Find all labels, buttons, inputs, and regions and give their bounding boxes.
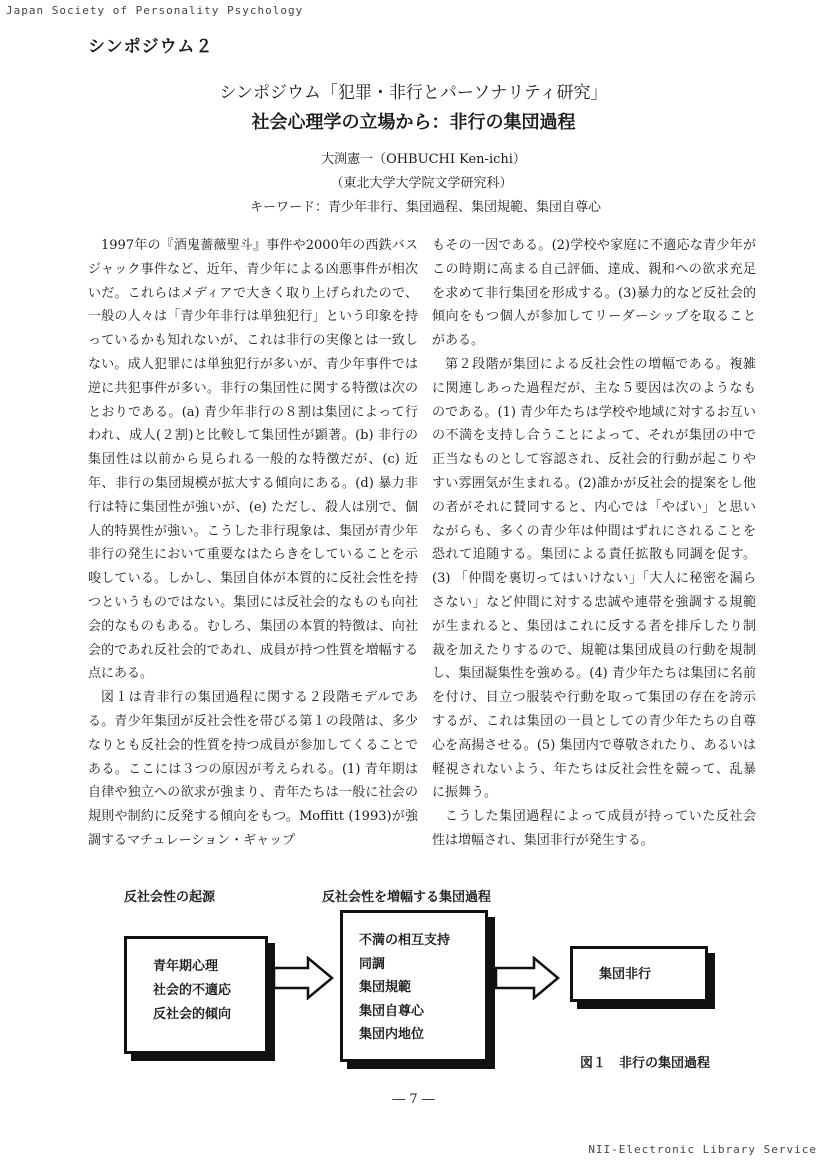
origin-item: 青年期心理 <box>153 959 219 974</box>
page-number: ― 7 ― <box>392 1092 435 1107</box>
origin-box <box>124 936 268 1054</box>
figure-1 <box>0 870 827 1100</box>
origin-item: 反社会的傾向 <box>153 1007 232 1022</box>
symposium-title: シンポジウム「犯罪・非行とパーソナリティ研究」 <box>219 83 608 103</box>
body-paragraph: 1997年の『酒鬼薔薇聖斗』事件や2000年の西鉄バスジャック事件など、近年、青少年による凶悪事件が相次いだ。これらはメディアで大きく取り上げられたので、一般の人々は「青少年非行は単独犯行」という印象を持っているかも知れないが、これは非行の実像とは一致しない。成人犯罪には単独犯行が多いが、青少年事件では逆に共犯事件が多い。非行の集団性に関する特徴は次のとおりである。(a) 青少年非行の８割は集団によって行われ、成人(２割)と比較して集団性が顕著。(b) 非行の集団性は以前から見られる一般的な特徴だが、(c) 近年、非行の集団規模が拡大する傾向にある。(d) 暴力非行は特に集団性が強いが、(e) ただし、殺人は別で、個人的特異性が強い。こうした非行現象は、集団が青少年非行の発生において重要なはたらきをしていることを示唆している。しかし、集団自体が本質的に反社会性を持つというものではない。集団には反社会的なものも向社会的なものもある。むしろ、集団の本質的特徴は、向社会的であれ反社会的であれ、成員が持つ性質を増幅する点にある。 <box>88 238 418 682</box>
author-affiliation: （東北大学大学院文学研究科） <box>330 176 513 191</box>
process-item: 集団規範 <box>359 980 412 995</box>
body-column-left <box>88 234 418 853</box>
process-item: 集団自尊心 <box>359 1003 425 1019</box>
paper-title: 社会心理学の立場から：非行の集団過程 <box>251 112 576 133</box>
body-paragraph: こうした集団過程によって成員が持っていた反社会性は増幅され、集団非行が発生する。 <box>432 809 756 848</box>
body-paragraph: もその一因である。(2)学校や家庭に不適応な青少年がこの時期に高まる自己評価、達成、親和への欲求充足を求めて非行集団を形成する。(3)暴力的など反社会的傾向をもつ個人が参加してリーダーシップを取ることがある。 <box>432 238 756 349</box>
symposium-label: シンポジウム２ <box>88 37 214 57</box>
right-arrow-icon <box>494 956 560 1000</box>
process-box <box>340 910 488 1062</box>
society-header: Japan Society of Personality Psychology <box>6 4 304 17</box>
figure-caption: 図１ 非行の集団過程 <box>580 1056 711 1071</box>
body-paragraph: 第２段階が集団による反社会性の増幅である。複雑に関連しあった過程だが、主な５要因は次のようなものである。(1) 青少年たちは学校や地域に対するお互いの不満を支持し合うことによって、それが集団の中で正当なものとして容認され、反社会的行動が起こりやすい雰囲気が生まれる。(2)誰かが反社会的提案をし他の者がそれに賛同すると、内心では「やばい」と思いながらも、多くの青少年は仲間はずれにされることを恐れて追随する。集団による責任拡散も同調を促す。(3) 「仲間を裏切ってはいけない」「大人に秘密を漏らさない」など仲間に対する忠誠や連帯を強調する規範が生まれると、集団はこれに反する者を排斥したり制裁を加えたりするので、規範は集団成員の行動を規制し、集団凝集性を強める。(4) 青少年たちは集団に名前を付け、目立つ服装や行動を取って集団の存在を誇示するが、これは集団の一員としての青少年たちの自尊心を高揚させる。(5) 集団内で尊敬されたり、あるいは軽視されないよう、年たちは反社会性を競って、乱暴に振舞う。 <box>432 356 756 801</box>
keywords: キーワード：青少年非行、集団過程、集団規範、集団自尊心 <box>249 200 601 215</box>
process-item: 不満の相互支持 <box>359 933 451 948</box>
process-item: 同調 <box>359 956 386 972</box>
body-paragraph: 図１は青非行の集団過程に関する２段階モデルである。青少年集団が反社会性を帯びる第１の段階は、多少なりとも反社会的性質を持つ成員が参加してくることである。ここには３つの原因が考えられる。(1) 青年期は自律や独立への欲求が強まり、青年たちは一般に社会の規則や制約に反発する傾向をもつ。Moffitt (1993)が強調するマチュレーション・ギャップ <box>88 690 418 848</box>
author-name: 大渕憲一（OHBUCHI Ken-ichi） <box>321 152 526 167</box>
figure-heading-origin: 反社会性の起源 <box>124 890 216 905</box>
right-arrow-icon <box>272 956 334 1000</box>
result-label: 集団非行 <box>599 967 652 982</box>
process-item: 集団内地位 <box>359 1027 425 1042</box>
figure-heading-process: 反社会性を増幅する集団過程 <box>322 890 492 905</box>
nii-footer: NII-Electronic Library Service <box>588 1143 817 1156</box>
result-box <box>570 946 708 1002</box>
body-column-right <box>432 234 756 853</box>
origin-item: 社会的不適応 <box>153 983 232 998</box>
